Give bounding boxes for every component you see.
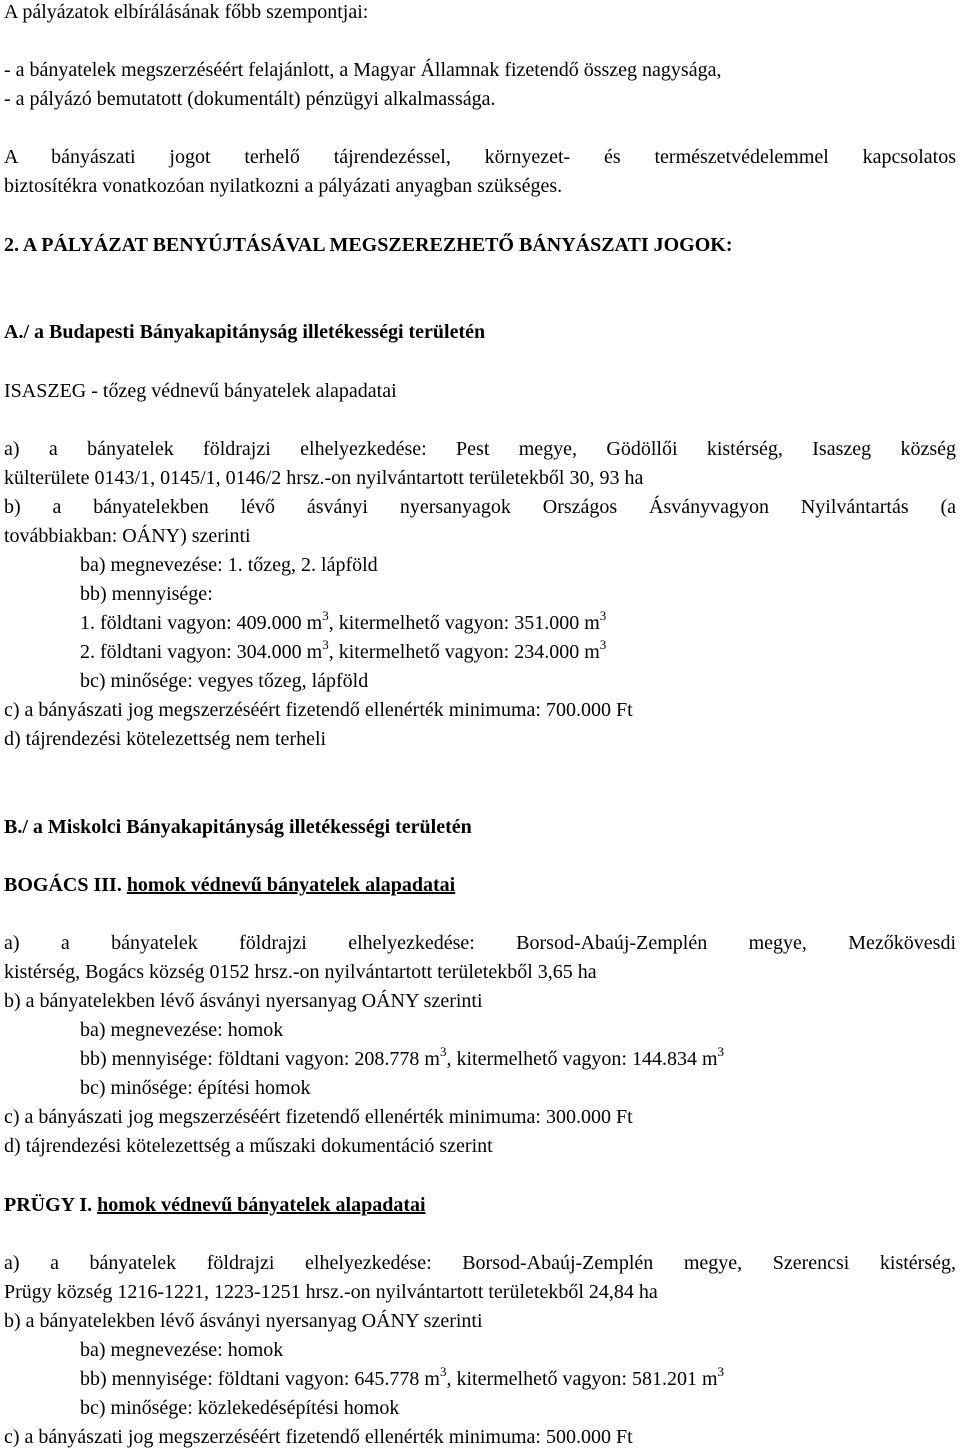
- location-line: a) a bányatelek földrajzi elhelyezkedése: Borsod-Abaúj-Zemplén megye, Szerencsi kistérség,: [4, 1252, 956, 1274]
- mineral-line: b) a bányatelekben lévő ásványi nyersanyagok Országos Ásványvagyon Nyilvántartás (a: [4, 496, 956, 518]
- location-line: a) a bányatelek földrajzi elhelyezkedése: Pest megye, Gödöllői kistérség, Isaszeg község: [4, 438, 956, 460]
- mineral-name: ba) megnevezése: homok: [80, 1019, 284, 1041]
- mineral-name: ba) megnevezése: 1. tőzeg, 2. lápföld: [80, 554, 378, 576]
- minimum-price: c) a bányászati jog megszerzéséért fizetendő ellenérték minimuma: 300.000 Ft: [4, 1106, 633, 1128]
- location-line: Prügy község 1216-1221, 1223-1251 hrsz.-on nyilvántartott területekből 24,84 ha: [4, 1281, 658, 1303]
- section-a-title: A./ a Budapesti Bányakapitányság illetékességi területén: [4, 321, 486, 343]
- criteria-item: - a bányatelek megszerzéséért felajánlott, a Magyar Államnak fizetendő összeg nagysága,: [4, 59, 722, 81]
- site-title-prugy: PRÜGY I. homok védnevű bányatelek alapadatai: [4, 1194, 426, 1216]
- mineral-quantity-1: 1. földtani vagyon: 409.000 $m^3$, kitermelhető vagyon: 351.000 $m^3$: [80, 608, 607, 634]
- mineral-quality: bc) minősége: közlekedésépítési homok: [80, 1397, 400, 1419]
- section-title: 2. A PÁLYÁZAT BENYÚJTÁSÁVAL MEGSZEREZHETŐ BÁNYÁSZATI JOGOK:: [4, 234, 733, 256]
- mineral-quantity: bb) mennyisége: földtani vagyon: 208.778 $m^3$, kitermelhető vagyon: 144.834 $m^3$: [80, 1044, 725, 1070]
- mineral-quality: bc) minősége: vegyes tőzeg, lápföld: [80, 670, 369, 692]
- mineral-line: b) a bányatelekben lévő ásványi nyersanyag OÁNY szerinti: [4, 1310, 483, 1332]
- mineral-line: b) a bányatelekben lévő ásványi nyersanyag OÁNY szerinti: [4, 990, 483, 1012]
- minimum-price: c) a bányászati jog megszerzéséért fizetendő ellenérték minimuma: 500.000 Ft: [4, 1426, 633, 1448]
- minimum-price: c) a bányászati jog megszerzéséért fizetendő ellenérték minimuma: 700.000 Ft: [4, 699, 633, 721]
- site-title-isaszeg: ISASZEG - tőzeg védnevű bányatelek alapadatai: [4, 380, 397, 402]
- guarantee-paragraph-line: A bányászati jogot terhelő tájrendezéssel, környezet- és természetvédelemmel kapcsolatos: [4, 146, 956, 168]
- mineral-quantity-2: 2. földtani vagyon: 304.000 $m^3$, kitermelhető vagyon: 234.000 $m^3$: [80, 637, 607, 663]
- location-line: a) a bányatelek földrajzi elhelyezkedése: Borsod-Abaúj-Zemplén megye, Mezőkövesdi: [4, 932, 956, 954]
- reclamation-obligation: d) tájrendezési kötelezettség a műszaki dokumentáció szerint: [4, 1135, 493, 1157]
- location-line: kistérség, Bogács község 0152 hrsz.-on nyilvántartott területekből 3,65 ha: [4, 961, 597, 983]
- reclamation-obligation: d) tájrendezési kötelezettség nem terheli: [4, 728, 327, 750]
- mineral-quality: bc) minősége: építési homok: [80, 1077, 311, 1099]
- criteria-item: - a pályázó bemutatott (dokumentált) pénzügyi alkalmassága.: [4, 88, 496, 110]
- section-b-title: B./ a Miskolci Bányakapitányság illetékességi területén: [4, 816, 472, 838]
- guarantee-paragraph-line: biztosítékra vonatkozóan nyilatkozni a pályázati anyagban szükséges.: [4, 175, 563, 197]
- location-line: külterülete 0143/1, 0145/1, 0146/2 hrsz.-on nyilvántartott területekből 30, 93 ha: [4, 467, 644, 489]
- site-title-bogacs: BOGÁCS III. homok védnevű bányatelek alapadatai: [4, 874, 456, 896]
- mineral-quantity-label: bb) mennyisége:: [80, 583, 213, 605]
- criteria-heading: A pályázatok elbírálásának főbb szempontjai:: [4, 1, 369, 23]
- mineral-name: ba) megnevezése: homok: [80, 1339, 284, 1361]
- mineral-line: továbbiakban: OÁNY) szerinti: [4, 525, 251, 547]
- mineral-quantity: bb) mennyisége: földtani vagyon: 645.778 $m^3$, kitermelhető vagyon: 581.201 $m^3$: [80, 1364, 725, 1390]
